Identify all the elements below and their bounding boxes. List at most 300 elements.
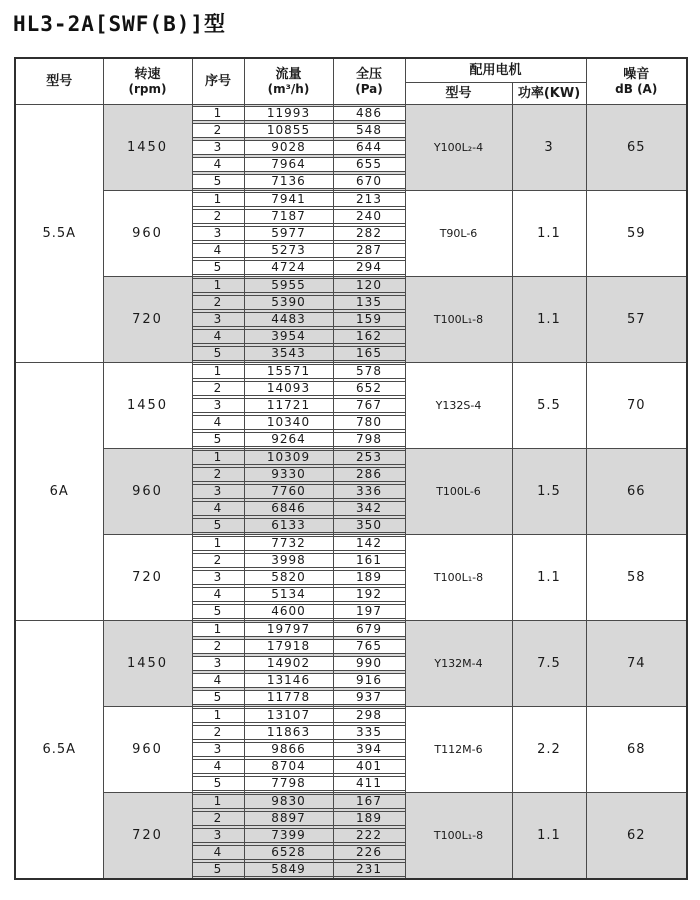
pressure-cell	[333, 139, 405, 156]
serial-cell	[192, 827, 244, 844]
motor-power-cell: 1.1	[512, 277, 586, 363]
pressure-cell	[333, 655, 405, 672]
cell-value: 7136	[245, 174, 333, 189]
cell-value: 3543	[245, 346, 333, 361]
motor-model-cell: T112M-6	[405, 707, 512, 793]
cell-value: 2	[193, 209, 244, 224]
flow-cell	[244, 191, 333, 209]
serial-cell	[192, 621, 244, 639]
header-pressure: 全压 (Pa)	[333, 58, 405, 105]
flow-cell	[244, 655, 333, 672]
pressure-cell	[333, 517, 405, 535]
cell-value: 3	[193, 484, 244, 499]
serial-cell	[192, 328, 244, 345]
flow-cell	[244, 431, 333, 449]
pressure-cell	[333, 225, 405, 242]
pressure-cell	[333, 603, 405, 621]
serial-cell	[192, 707, 244, 725]
cell-value: 652	[334, 381, 405, 396]
serial-cell	[192, 294, 244, 311]
flow-cell	[244, 827, 333, 844]
cell-value: 5	[193, 518, 244, 533]
pressure-cell	[333, 259, 405, 277]
cell-value: 9264	[245, 432, 333, 447]
serial-cell	[192, 861, 244, 879]
cell-value: 9028	[245, 140, 333, 155]
cell-value: 287	[334, 243, 405, 258]
serial-cell	[192, 431, 244, 449]
serial-cell	[192, 758, 244, 775]
serial-cell	[192, 500, 244, 517]
cell-value: 486	[334, 106, 405, 121]
cell-value: 11778	[245, 690, 333, 705]
serial-cell	[192, 535, 244, 553]
table-row	[15, 277, 687, 295]
table-row	[15, 621, 687, 639]
cell-value: 142	[334, 536, 405, 551]
pressure-cell	[333, 156, 405, 173]
motor-power-cell: 1.5	[512, 449, 586, 535]
flow-cell	[244, 483, 333, 500]
motor-model-cell: T100L-6	[405, 449, 512, 535]
serial-cell	[192, 345, 244, 363]
speed-cell: 720	[103, 277, 192, 363]
table-row	[15, 793, 687, 811]
noise-cell: 58	[586, 535, 687, 621]
cell-value: 990	[334, 656, 405, 671]
pressure-cell	[333, 724, 405, 741]
serial-cell	[192, 191, 244, 209]
cell-value: 11863	[245, 725, 333, 740]
header-motor-group: 配用电机	[405, 58, 586, 83]
cell-value: 13107	[245, 708, 333, 723]
serial-cell	[192, 122, 244, 139]
cell-value: 3	[193, 226, 244, 241]
pressure-cell	[333, 208, 405, 225]
cell-value: 7732	[245, 536, 333, 551]
pressure-cell	[333, 741, 405, 758]
speed-cell: 720	[103, 535, 192, 621]
pressure-cell	[333, 345, 405, 363]
table-row	[15, 191, 687, 209]
pressure-cell	[333, 328, 405, 345]
flow-cell	[244, 844, 333, 861]
cell-value: 15571	[245, 364, 333, 379]
cell-value: 298	[334, 708, 405, 723]
cell-value: 1	[193, 450, 244, 465]
flow-cell	[244, 793, 333, 811]
serial-cell	[192, 242, 244, 259]
cell-value: 4	[193, 673, 244, 688]
cell-value: 6528	[245, 845, 333, 860]
cell-value: 6846	[245, 501, 333, 516]
serial-cell	[192, 844, 244, 861]
pressure-cell	[333, 861, 405, 879]
cell-value: 644	[334, 140, 405, 155]
cell-value: 655	[334, 157, 405, 172]
cell-value: 3	[193, 312, 244, 327]
cell-value: 2	[193, 811, 244, 826]
flow-cell	[244, 603, 333, 621]
pressure-cell	[333, 294, 405, 311]
fan-model-cell: 6A	[15, 363, 103, 621]
cell-value: 5955	[245, 278, 333, 293]
serial-cell	[192, 397, 244, 414]
fan-model-cell: 6.5A	[15, 621, 103, 880]
cell-value: 240	[334, 209, 405, 224]
serial-cell	[192, 793, 244, 811]
cell-value: 5390	[245, 295, 333, 310]
cell-value: 798	[334, 432, 405, 447]
serial-cell	[192, 363, 244, 381]
cell-value: 159	[334, 312, 405, 327]
cell-value: 14902	[245, 656, 333, 671]
cell-value: 2	[193, 467, 244, 482]
header-flow: 流量 (m³/h)	[244, 58, 333, 105]
serial-cell	[192, 810, 244, 827]
flow-cell	[244, 689, 333, 707]
pressure-cell	[333, 105, 405, 123]
serial-cell	[192, 208, 244, 225]
pressure-cell	[333, 707, 405, 725]
motor-power-cell: 1.1	[512, 191, 586, 277]
table-row	[15, 707, 687, 725]
speed-cell: 1450	[103, 621, 192, 707]
cell-value: 9830	[245, 794, 333, 809]
flow-cell	[244, 638, 333, 655]
cell-value: 14093	[245, 381, 333, 396]
flow-cell	[244, 208, 333, 225]
cell-value: 7187	[245, 209, 333, 224]
cell-value: 167	[334, 794, 405, 809]
cell-value: 3	[193, 398, 244, 413]
header-serial: 序号	[192, 58, 244, 105]
cell-value: 4	[193, 587, 244, 602]
motor-power-cell: 3	[512, 105, 586, 191]
serial-cell	[192, 483, 244, 500]
speed-cell: 1450	[103, 363, 192, 449]
cell-value: 4	[193, 329, 244, 344]
cell-value: 1	[193, 278, 244, 293]
cell-value: 8897	[245, 811, 333, 826]
cell-value: 2	[193, 123, 244, 138]
cell-value: 11721	[245, 398, 333, 413]
header-speed: 转速 (rpm)	[103, 58, 192, 105]
cell-value: 335	[334, 725, 405, 740]
cell-value: 222	[334, 828, 405, 843]
table-row	[15, 535, 687, 553]
cell-value: 5273	[245, 243, 333, 258]
cell-value: 5820	[245, 570, 333, 585]
table-row	[15, 449, 687, 467]
flow-cell	[244, 122, 333, 139]
cell-value: 679	[334, 622, 405, 637]
cell-value: 7964	[245, 157, 333, 172]
speed-cell: 960	[103, 707, 192, 793]
pressure-cell	[333, 431, 405, 449]
serial-cell	[192, 689, 244, 707]
pressure-cell	[333, 363, 405, 381]
cell-value: 394	[334, 742, 405, 757]
flow-cell	[244, 466, 333, 483]
pressure-cell	[333, 810, 405, 827]
pressure-cell	[333, 311, 405, 328]
pressure-cell	[333, 844, 405, 861]
motor-power-cell: 5.5	[512, 363, 586, 449]
cell-value: 165	[334, 346, 405, 361]
flow-cell	[244, 535, 333, 553]
cell-value: 10340	[245, 415, 333, 430]
cell-value: 120	[334, 278, 405, 293]
noise-cell: 57	[586, 277, 687, 363]
flow-cell	[244, 311, 333, 328]
serial-cell	[192, 775, 244, 793]
cell-value: 294	[334, 260, 405, 275]
cell-value: 189	[334, 811, 405, 826]
cell-value: 5	[193, 776, 244, 791]
cell-value: 336	[334, 484, 405, 499]
pressure-cell	[333, 277, 405, 295]
cell-value: 286	[334, 467, 405, 482]
pressure-cell	[333, 380, 405, 397]
motor-model-cell: Y132M-4	[405, 621, 512, 707]
cell-value: 4	[193, 759, 244, 774]
cell-value: 2	[193, 639, 244, 654]
cell-value: 5849	[245, 862, 333, 877]
pressure-cell	[333, 173, 405, 191]
cell-value: 3	[193, 828, 244, 843]
serial-cell	[192, 552, 244, 569]
fan-model-cell: 5.5A	[15, 105, 103, 363]
serial-cell	[192, 517, 244, 535]
speed-cell: 960	[103, 191, 192, 277]
flow-cell	[244, 242, 333, 259]
cell-value: 1	[193, 536, 244, 551]
cell-value: 135	[334, 295, 405, 310]
cell-value: 4	[193, 501, 244, 516]
cell-value: 2	[193, 725, 244, 740]
motor-model-cell: T100L₁-8	[405, 793, 512, 880]
cell-value: 1	[193, 192, 244, 207]
flow-cell	[244, 586, 333, 603]
cell-value: 780	[334, 415, 405, 430]
pressure-cell	[333, 535, 405, 553]
serial-cell	[192, 225, 244, 242]
cell-value: 1	[193, 794, 244, 809]
noise-cell: 66	[586, 449, 687, 535]
cell-value: 5	[193, 690, 244, 705]
motor-model-cell: Y132S-4	[405, 363, 512, 449]
serial-cell	[192, 156, 244, 173]
cell-value: 19797	[245, 622, 333, 637]
noise-cell: 62	[586, 793, 687, 880]
header-noise: 噪音 dB (A)	[586, 58, 687, 105]
serial-cell	[192, 569, 244, 586]
cell-value: 3	[193, 570, 244, 585]
motor-model-cell: Y100L₂-4	[405, 105, 512, 191]
cell-value: 350	[334, 518, 405, 533]
speed-cell: 720	[103, 793, 192, 880]
pressure-cell	[333, 586, 405, 603]
pressure-cell	[333, 621, 405, 639]
cell-value: 7399	[245, 828, 333, 843]
pressure-cell	[333, 483, 405, 500]
serial-cell	[192, 741, 244, 758]
cell-value: 162	[334, 329, 405, 344]
cell-value: 13146	[245, 673, 333, 688]
flow-cell	[244, 707, 333, 725]
speed-cell: 960	[103, 449, 192, 535]
flow-cell	[244, 552, 333, 569]
cell-value: 1	[193, 622, 244, 637]
flow-cell	[244, 449, 333, 467]
cell-value: 937	[334, 690, 405, 705]
pressure-cell	[333, 552, 405, 569]
cell-value: 5	[193, 862, 244, 877]
pressure-cell	[333, 775, 405, 793]
flow-cell	[244, 724, 333, 741]
cell-value: 5	[193, 346, 244, 361]
flow-cell	[244, 397, 333, 414]
cell-value: 1	[193, 708, 244, 723]
pressure-cell	[333, 827, 405, 844]
serial-cell	[192, 586, 244, 603]
flow-cell	[244, 517, 333, 535]
pressure-cell	[333, 500, 405, 517]
cell-value: 4483	[245, 312, 333, 327]
cell-value: 9866	[245, 742, 333, 757]
serial-cell	[192, 277, 244, 295]
noise-cell: 65	[586, 105, 687, 191]
motor-model-cell: T100L₁-8	[405, 535, 512, 621]
cell-value: 4600	[245, 604, 333, 619]
serial-cell	[192, 380, 244, 397]
serial-cell	[192, 603, 244, 621]
cell-value: 1	[193, 364, 244, 379]
table-header	[15, 58, 687, 105]
noise-cell: 59	[586, 191, 687, 277]
cell-value: 253	[334, 450, 405, 465]
cell-value: 5134	[245, 587, 333, 602]
serial-cell	[192, 259, 244, 277]
cell-value: 5	[193, 432, 244, 447]
cell-value: 213	[334, 192, 405, 207]
flow-cell	[244, 363, 333, 381]
cell-value: 10855	[245, 123, 333, 138]
cell-value: 4	[193, 415, 244, 430]
flow-cell	[244, 173, 333, 191]
header-motor-power: 功率(KW)	[512, 83, 586, 105]
flow-cell	[244, 810, 333, 827]
flow-cell	[244, 277, 333, 295]
serial-cell	[192, 466, 244, 483]
flow-cell	[244, 758, 333, 775]
flow-cell	[244, 741, 333, 758]
cell-value: 4	[193, 845, 244, 860]
flow-cell	[244, 672, 333, 689]
cell-value: 2	[193, 295, 244, 310]
table-row	[15, 105, 687, 123]
serial-cell	[192, 672, 244, 689]
pressure-cell	[333, 793, 405, 811]
cell-value: 4	[193, 157, 244, 172]
flow-cell	[244, 105, 333, 123]
noise-cell: 68	[586, 707, 687, 793]
flow-cell	[244, 500, 333, 517]
cell-value: 401	[334, 759, 405, 774]
pressure-cell	[333, 689, 405, 707]
flow-cell	[244, 569, 333, 586]
serial-cell	[192, 449, 244, 467]
cell-value: 6133	[245, 518, 333, 533]
serial-cell	[192, 414, 244, 431]
motor-power-cell: 1.1	[512, 793, 586, 880]
cell-value: 7941	[245, 192, 333, 207]
serial-cell	[192, 105, 244, 123]
cell-value: 7798	[245, 776, 333, 791]
flow-cell	[244, 621, 333, 639]
cell-value: 2	[193, 553, 244, 568]
cell-value: 767	[334, 398, 405, 413]
cell-value: 161	[334, 553, 405, 568]
cell-value: 3998	[245, 553, 333, 568]
flow-cell	[244, 156, 333, 173]
cell-value: 10309	[245, 450, 333, 465]
cell-value: 3	[193, 140, 244, 155]
cell-value: 5977	[245, 226, 333, 241]
serial-cell	[192, 655, 244, 672]
noise-cell: 70	[586, 363, 687, 449]
flow-cell	[244, 294, 333, 311]
header-motor-model: 型号	[405, 83, 512, 105]
flow-cell	[244, 259, 333, 277]
serial-cell	[192, 638, 244, 655]
flow-cell	[244, 139, 333, 156]
motor-power-cell: 1.1	[512, 535, 586, 621]
cell-value: 5	[193, 604, 244, 619]
cell-value: 411	[334, 776, 405, 791]
cell-value: 189	[334, 570, 405, 585]
cell-value: 3954	[245, 329, 333, 344]
cell-value: 3	[193, 656, 244, 671]
page-title: HL3-2A[SWF(B)]型	[13, 12, 227, 36]
cell-value: 11993	[245, 106, 333, 121]
cell-value: 5	[193, 174, 244, 189]
serial-cell	[192, 311, 244, 328]
serial-cell	[192, 173, 244, 191]
flow-cell	[244, 225, 333, 242]
cell-value: 670	[334, 174, 405, 189]
speed-cell: 1450	[103, 105, 192, 191]
cell-value: 4724	[245, 260, 333, 275]
serial-cell	[192, 724, 244, 741]
pressure-cell	[333, 414, 405, 431]
cell-value: 548	[334, 123, 405, 138]
table-body	[15, 105, 687, 880]
pressure-cell	[333, 569, 405, 586]
cell-value: 765	[334, 639, 405, 654]
flow-cell	[244, 414, 333, 431]
cell-value: 17918	[245, 639, 333, 654]
flow-cell	[244, 861, 333, 879]
motor-model-cell: T90L-6	[405, 191, 512, 277]
serial-cell	[192, 139, 244, 156]
motor-power-cell: 7.5	[512, 621, 586, 707]
cell-value: 192	[334, 587, 405, 602]
cell-value: 231	[334, 862, 405, 877]
flow-cell	[244, 328, 333, 345]
cell-value: 226	[334, 845, 405, 860]
